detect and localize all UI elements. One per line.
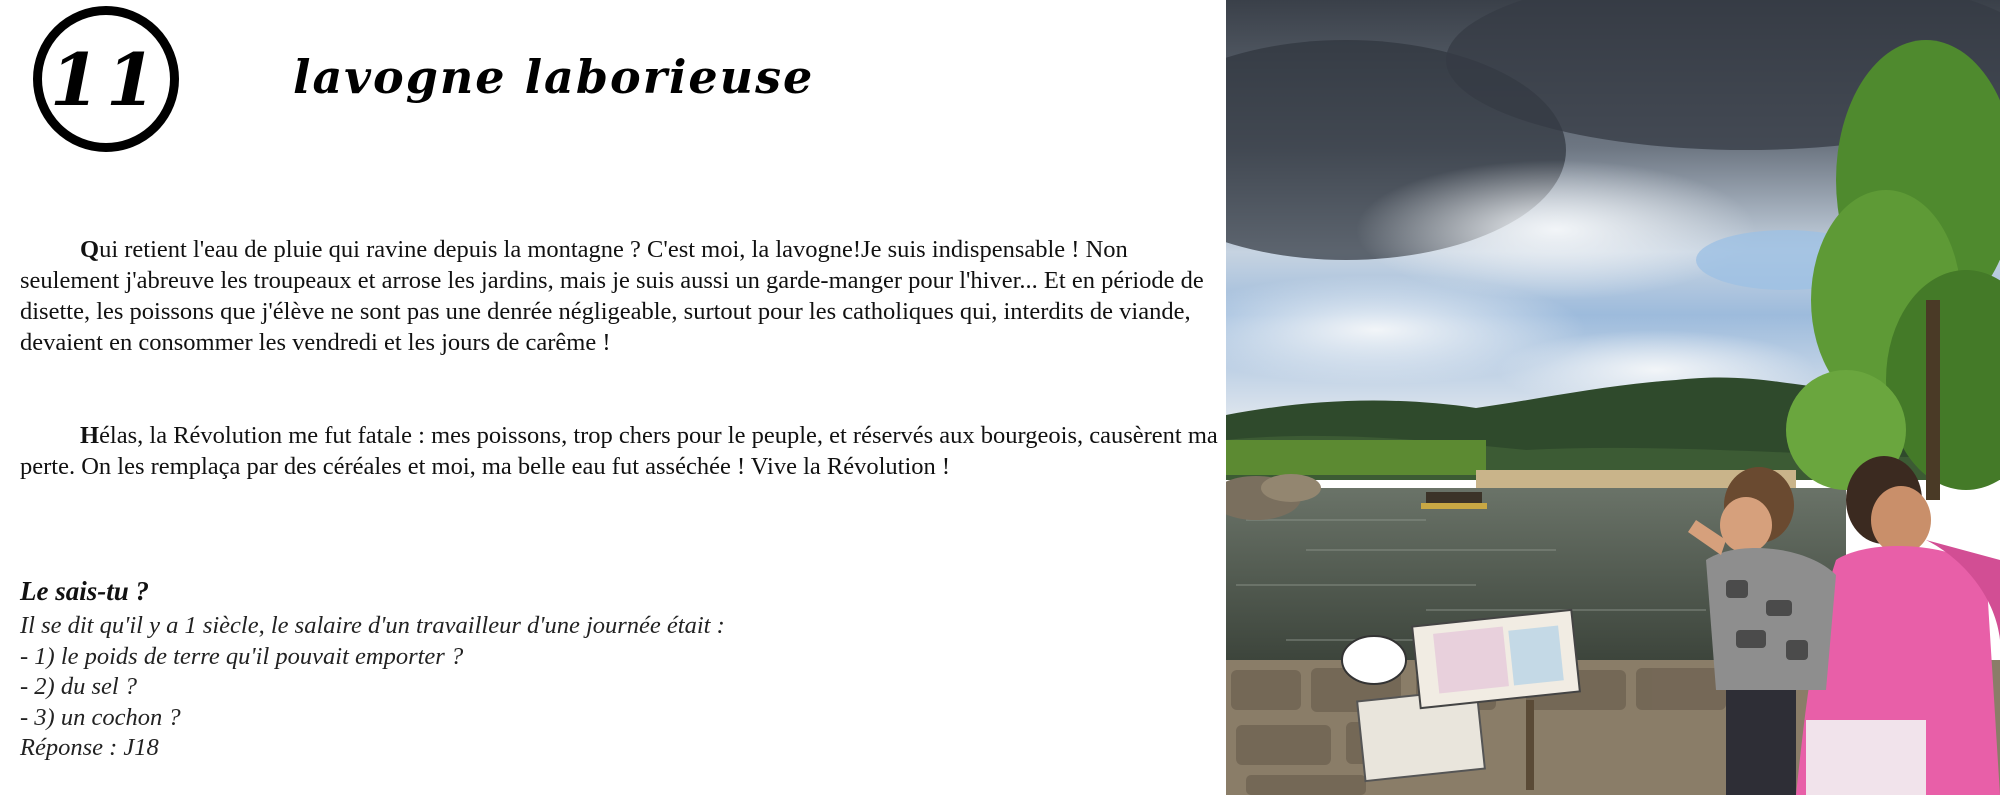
sais-tu-line: Il se dit qu'il y a 1 siècle, le salaire d'un travailleur d'une journée était :	[20, 612, 725, 639]
paragraph-revolution	[20, 420, 1220, 482]
sais-tu-line: - 1) le poids de terre qu'il pouvait emporter ?	[20, 642, 464, 670]
sais-tu-line: - 2) du sel ?	[20, 673, 138, 700]
dropcap: Q	[80, 236, 100, 263]
sais-tu-list	[20, 611, 725, 764]
sais-tu-line: - 3) un cochon ?	[20, 703, 181, 731]
paragraph-intro	[20, 234, 1220, 358]
paragraph-text: élas, la Révolution me fut fatale : mes poissons, trop chers pour le peuple, et réservés aux bourgeois, causèrent ma perte. On les remplaça par des céréales et moi, ma belle eau fut asséchée ! Vive la Révolution !	[20, 422, 1218, 480]
sais-tu-heading: Le sais-tu ?	[20, 576, 150, 606]
paragraph-text: ui retient l'eau de pluie qui ravine depuis la montagne ? C'est moi, la lavogne!Je suis indispensable ! Non seulement j'abreuve les troupeaux et arrose les jardins, mais je suis aussi un garde-manger pour l'hiver... Et en période de disette, les poissons que j'élève ne sont pas une denrée négligeable, surtout pour les catholiques qui, interdits de viande, devaient en consommer les vendredi et les jours de carême !	[20, 236, 1204, 356]
sais-tu-answer: Réponse : J18	[20, 734, 159, 761]
pond-photo	[1226, 0, 2000, 795]
dropcap: H	[80, 422, 100, 449]
stop-number: 11	[49, 36, 163, 122]
pond-photo-illustration	[1226, 0, 2000, 795]
page-title: lavogne laborieuse	[293, 50, 815, 104]
stop-number-badge	[33, 6, 179, 152]
